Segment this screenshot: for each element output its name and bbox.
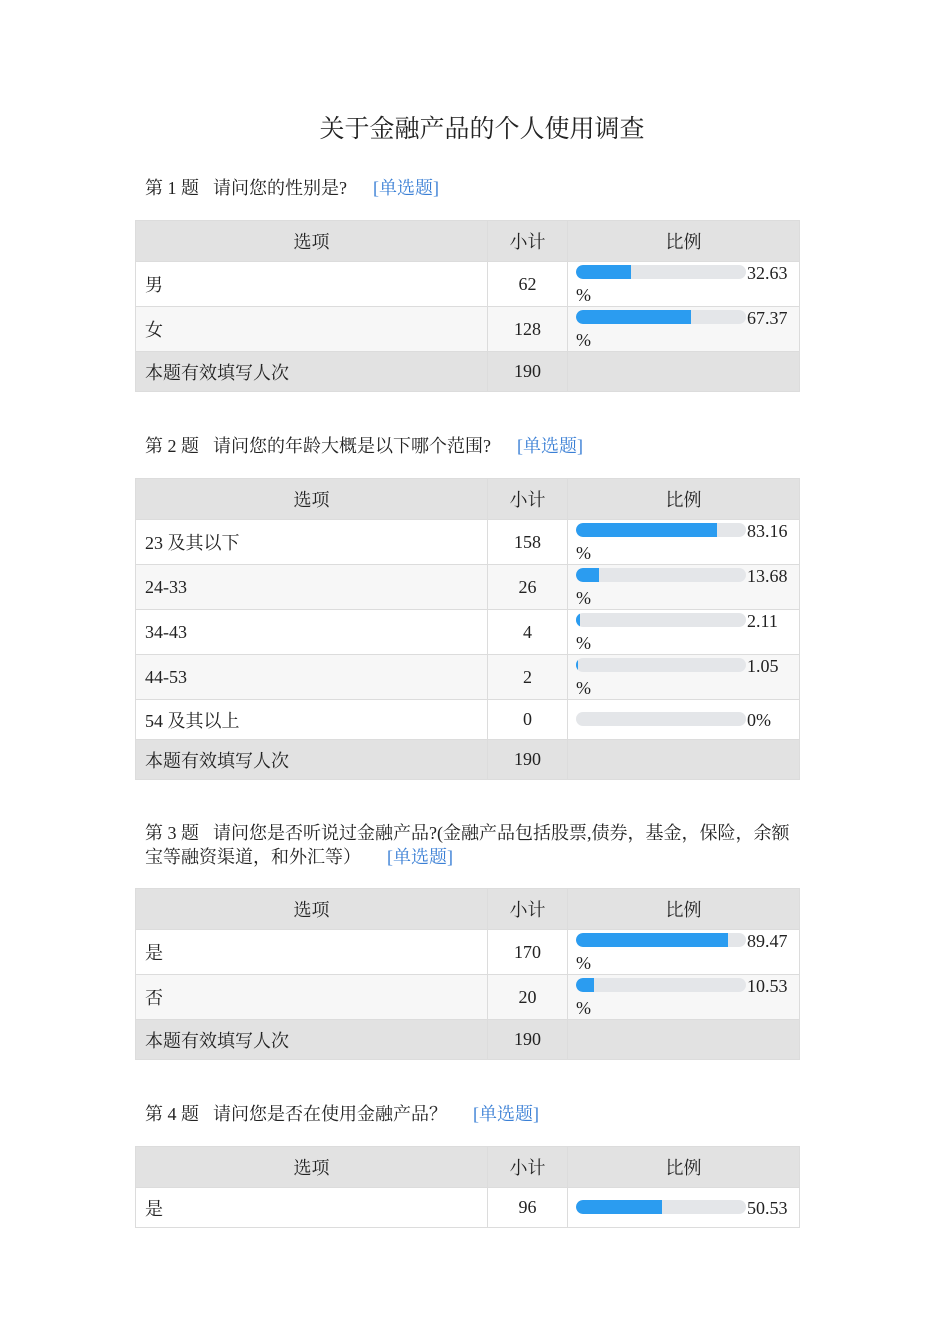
question-prompt: 请问您的性别是? [213, 178, 347, 198]
footer-empty [568, 740, 800, 780]
header-count: 小计 [488, 1147, 568, 1188]
percent-value: 10.53 [747, 976, 788, 996]
percent-value: 50.53 [747, 1198, 788, 1218]
percent-sign: % [576, 953, 591, 973]
row-option: 34-43 [136, 610, 488, 655]
progress-fill [576, 310, 691, 324]
question-number: 第 4 题 [145, 1104, 199, 1124]
row-option: 24-33 [136, 565, 488, 610]
question-number: 第 3 题 [145, 823, 199, 843]
footer-total: 190 [488, 1020, 568, 1060]
footer-label: 本题有效填写人次 [136, 352, 488, 392]
row-option: 23 及其以下 [136, 520, 488, 565]
table-row [136, 262, 800, 307]
progress-bar [576, 978, 746, 992]
row-option: 男 [136, 262, 488, 307]
question-text [135, 1102, 798, 1126]
header-count: 小计 [488, 221, 568, 262]
result-table [135, 1146, 800, 1228]
percent-sign: % [576, 998, 591, 1018]
row-count: 62 [488, 262, 568, 307]
row-ratio [568, 610, 800, 655]
row-ratio [568, 975, 800, 1020]
question-2 [135, 434, 798, 771]
row-ratio [568, 1188, 800, 1228]
progress-fill [576, 933, 728, 947]
question-number: 第 2 题 [145, 436, 199, 456]
header-count: 小计 [488, 479, 568, 520]
question-1 [135, 176, 798, 383]
percent-sign: % [576, 543, 591, 563]
row-ratio [568, 307, 800, 352]
row-count: 26 [488, 565, 568, 610]
table-footer [136, 352, 800, 392]
footer-empty [568, 1020, 800, 1060]
result-table [135, 220, 800, 392]
table-row [136, 930, 800, 975]
percent-value: 32.63 [747, 263, 788, 283]
question-text [135, 434, 798, 458]
table-row [136, 975, 800, 1020]
header-option: 选项 [136, 221, 488, 262]
header-option: 选项 [136, 1147, 488, 1188]
row-ratio [568, 565, 800, 610]
progress-fill [576, 265, 631, 279]
percent-value: 89.47 [747, 931, 788, 951]
row-ratio [568, 655, 800, 700]
question-type-link[interactable]: [单选题] [387, 847, 453, 867]
progress-bar [576, 712, 746, 726]
percent-value: 2.11 [747, 611, 778, 631]
row-option: 否 [136, 975, 488, 1020]
table-row [136, 565, 800, 610]
header-option: 选项 [136, 889, 488, 930]
percent-sign: % [576, 633, 591, 653]
header-count: 小计 [488, 889, 568, 930]
table-row [136, 1188, 800, 1228]
row-count: 0 [488, 700, 568, 740]
percent-value: 67.37 [747, 308, 788, 328]
progress-fill [576, 1200, 662, 1214]
row-option: 女 [136, 307, 488, 352]
row-ratio [568, 520, 800, 565]
question-prompt: 请问您是否在使用金融产品？ [213, 1104, 447, 1124]
percent-sign: % [576, 588, 591, 608]
progress-bar [576, 568, 746, 582]
result-table [135, 888, 800, 1060]
table-footer [136, 740, 800, 780]
result-table [135, 478, 800, 780]
row-count: 20 [488, 975, 568, 1020]
percent-value: 83.16 [747, 521, 788, 541]
percent-value: 1.05 [747, 656, 779, 676]
progress-bar [576, 265, 746, 279]
row-count: 158 [488, 520, 568, 565]
row-ratio [568, 700, 800, 740]
question-text [135, 176, 798, 200]
header-ratio: 比例 [568, 1147, 800, 1188]
footer-label: 本题有效填写人次 [136, 1020, 488, 1060]
header-ratio: 比例 [568, 479, 800, 520]
progress-bar [576, 523, 746, 537]
header-option: 选项 [136, 479, 488, 520]
row-option: 44-53 [136, 655, 488, 700]
progress-bar [576, 310, 746, 324]
question-prompt: 请问您是否听说过金融产品?(金融产品包括股票,债券，基金，保险，余额宝等融资渠道，和外汇等） [145, 823, 790, 867]
question-type-link[interactable]: [单选题] [517, 436, 583, 456]
percent-value: 0% [747, 710, 771, 730]
table-row [136, 655, 800, 700]
table-row [136, 307, 800, 352]
progress-bar [576, 613, 746, 627]
question-3 [135, 821, 798, 1051]
row-option: 54 及其以上 [136, 700, 488, 740]
percent-sign: % [576, 678, 591, 698]
row-count: 96 [488, 1188, 568, 1228]
question-type-link[interactable]: [单选题] [473, 1104, 539, 1124]
question-number: 第 1 题 [145, 178, 199, 198]
row-ratio [568, 262, 800, 307]
progress-fill [576, 978, 594, 992]
table-footer [136, 1020, 800, 1060]
progress-bar [576, 1200, 746, 1214]
footer-label: 本题有效填写人次 [136, 740, 488, 780]
footer-empty [568, 352, 800, 392]
question-prompt: 请问您的年龄大概是以下哪个范围? [213, 436, 491, 456]
progress-fill [576, 568, 599, 582]
question-type-link[interactable]: [单选题] [373, 178, 439, 198]
question-text [135, 821, 790, 869]
table-row [136, 520, 800, 565]
header-ratio: 比例 [568, 889, 800, 930]
row-option: 是 [136, 930, 488, 975]
page-title: 关于金融产品的个人使用调查 [319, 116, 645, 143]
header-ratio: 比例 [568, 221, 800, 262]
percent-value: 13.68 [747, 566, 788, 586]
progress-fill [576, 613, 580, 627]
row-count: 128 [488, 307, 568, 352]
percent-sign: % [576, 285, 591, 305]
question-4 [135, 1102, 798, 1219]
progress-bar [576, 658, 746, 672]
percent-sign: % [576, 330, 591, 350]
progress-fill [576, 523, 717, 537]
table-row [136, 700, 800, 740]
row-count: 4 [488, 610, 568, 655]
row-count: 2 [488, 655, 568, 700]
row-count: 170 [488, 930, 568, 975]
row-option: 是 [136, 1188, 488, 1228]
progress-fill [576, 658, 578, 672]
footer-total: 190 [488, 352, 568, 392]
table-row [136, 610, 800, 655]
progress-bar [576, 933, 746, 947]
footer-total: 190 [488, 740, 568, 780]
row-ratio [568, 930, 800, 975]
